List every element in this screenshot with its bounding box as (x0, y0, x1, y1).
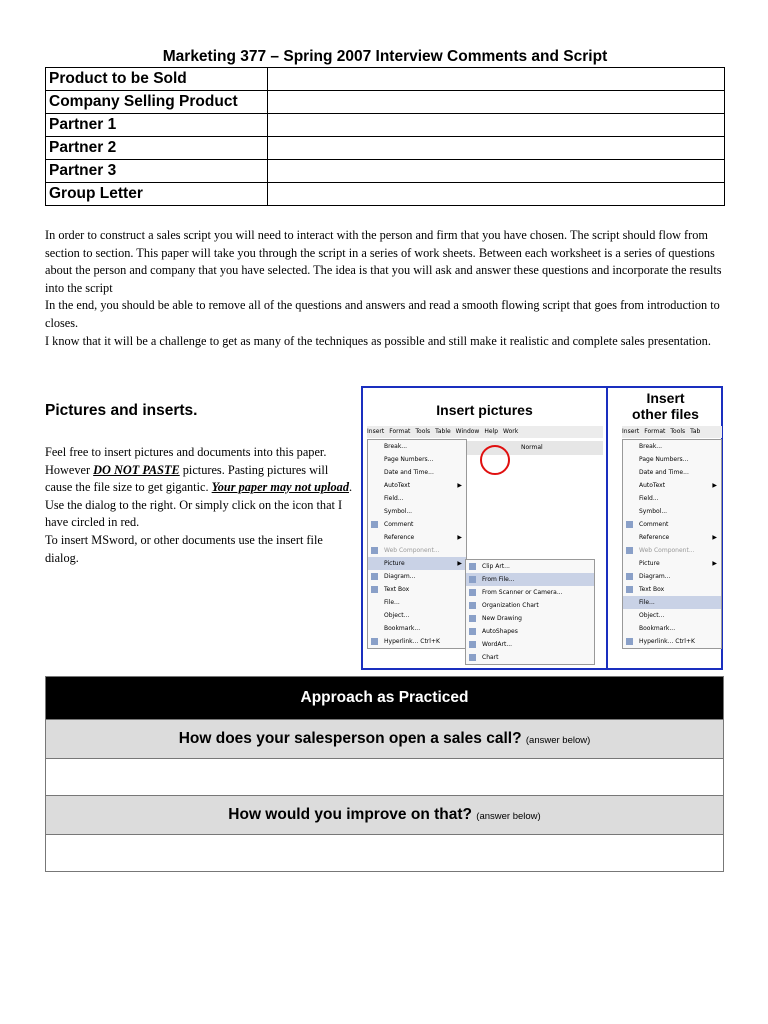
question-row (46, 796, 724, 835)
submenu-item-from-file[interactable]: From File... (466, 573, 594, 586)
textbox-icon (371, 586, 378, 593)
menu-work[interactable]: Work (503, 428, 519, 435)
question-1 (46, 720, 724, 759)
pictures-heading: Pictures and inserts. (45, 402, 198, 419)
question-note: (answer below) (525, 735, 591, 746)
menu-item[interactable]: Hyperlink... Ctrl+K (623, 635, 721, 648)
menu-item[interactable]: Bookmark... (639, 625, 676, 632)
row-label: Partner 2 (46, 137, 268, 160)
web-component-icon (626, 547, 633, 554)
intro-paragraph: In order to construct a sales script you will need to interact with the person and firm that you have chosen. The script should flow from section to section. This paper will take you through the script in a series of work sheets. Between each worksheet is a series of questions about the person and company that you have selected. The idea is that you will ask and answer these questions and incorporate the results into the script (45, 228, 722, 295)
question-text: How does your salesperson open a sales call? (178, 730, 522, 747)
question-note: (answer below) (476, 811, 541, 822)
new-drawing-icon (469, 615, 476, 622)
text-span: pictures. Pasting pictures will cause the file size to get gigantic. (45, 462, 329, 495)
text-span: To insert MSword, or other documents use the insert file dialog. (45, 532, 323, 565)
title-line: other files (632, 406, 699, 422)
row-value[interactable] (268, 114, 725, 137)
picture-submenu (465, 559, 595, 665)
menu-item[interactable]: Reference ▶ (639, 534, 717, 541)
insert-picture-icon-circle (480, 445, 510, 475)
menu-item[interactable]: Page Numbers... (639, 456, 689, 463)
menu-item[interactable]: Object... (384, 612, 410, 619)
menu-item[interactable]: Reference ▶ (384, 534, 462, 541)
intro-paragraph: I know that it will be a challenge to get as many of the techniques as possible and still make it realistic and complete sales presentation. (45, 333, 711, 348)
menu-help[interactable]: Help (484, 428, 499, 435)
menu-item[interactable]: Diagram... (368, 570, 466, 583)
row-label: Partner 3 (46, 160, 268, 183)
submenu-item[interactable]: Organization Chart (466, 599, 594, 612)
menu-item[interactable]: Hyperlink... Ctrl+K (368, 635, 466, 648)
row-label: Company Selling Product (46, 91, 268, 114)
menu-item[interactable]: Field... (639, 495, 659, 502)
menu-item[interactable]: Page Numbers... (384, 456, 434, 463)
emphasis-may-not-upload: Your paper may not upload (211, 480, 349, 495)
menu-item[interactable]: Field... (384, 495, 404, 502)
insert-pictures-title: Insert pictures (436, 402, 533, 418)
menu-item-file[interactable]: File... (623, 596, 721, 609)
menu-item[interactable]: Date and Time... (384, 469, 434, 476)
insert-menu-left (367, 439, 467, 649)
menu-item[interactable]: Picture ▶ (639, 560, 717, 567)
menu-format[interactable]: Format (644, 428, 666, 435)
autoshapes-icon (469, 628, 476, 635)
table-row (46, 68, 725, 91)
table-row (46, 183, 725, 206)
intro-text (45, 227, 730, 350)
menu-insert[interactable]: Insert (622, 428, 640, 435)
answer-row (46, 759, 724, 796)
hyperlink-icon (371, 638, 378, 645)
menu-item[interactable]: Object... (639, 612, 665, 619)
menu-insert[interactable]: Insert (367, 428, 385, 435)
table-row (46, 114, 725, 137)
scanner-icon (469, 589, 476, 596)
wordart-icon (469, 641, 476, 648)
answer-row (46, 835, 724, 872)
document-title: Marketing 377 – Spring 2007 Interview Comments and Script (162, 48, 608, 65)
table-row (46, 160, 725, 183)
table-row (46, 91, 725, 114)
menu-window[interactable]: Window (455, 428, 480, 435)
menu-item[interactable]: Comment (368, 518, 466, 531)
menu-table[interactable]: Tab (690, 428, 701, 435)
answer-1-field[interactable] (46, 759, 724, 796)
approach-header: Approach as Practiced (46, 677, 724, 720)
row-value[interactable] (268, 91, 725, 114)
menubar-left (367, 426, 603, 438)
from-file-icon (469, 576, 476, 583)
menu-item[interactable]: AutoText ▶ (639, 482, 717, 489)
comment-icon (626, 521, 633, 528)
question-text: How would you improve on that? (228, 806, 472, 823)
menu-item[interactable]: Date and Time... (639, 469, 689, 476)
row-value[interactable] (268, 183, 725, 206)
menu-item[interactable]: Symbol... (384, 508, 413, 515)
title-line: Insert (646, 390, 685, 406)
menu-item[interactable]: Comment (623, 518, 721, 531)
row-value[interactable] (268, 160, 725, 183)
diagram-icon (626, 573, 633, 580)
table-row (46, 137, 725, 160)
row-label: Product to be Sold (46, 68, 268, 91)
org-chart-icon (469, 602, 476, 609)
style-box[interactable]: Normal (521, 444, 543, 451)
submenu-item[interactable]: AutoShapes (466, 625, 594, 638)
menu-item[interactable]: Symbol... (639, 508, 668, 515)
menu-item[interactable]: Text Box (623, 583, 721, 596)
text-span: Feel free to insert pictures and documents into this paper. However (45, 445, 327, 477)
menu-tools[interactable]: Tools (670, 428, 686, 435)
submenu-item[interactable]: From Scanner or Camera... (466, 586, 594, 599)
menu-item[interactable]: Break... (639, 443, 663, 450)
menu-item[interactable]: Bookmark... (384, 625, 421, 632)
menu-table[interactable]: Table (435, 428, 451, 435)
menu-item[interactable]: AutoText ▶ (384, 482, 462, 489)
submenu-item[interactable]: Clip Art... (466, 560, 594, 573)
insert-menu-screenshot (361, 386, 723, 670)
text-span: . Use the dialog to the right. Or simply click on the icon that I have circled in red. (45, 480, 353, 530)
question-2 (46, 796, 724, 835)
menu-item[interactable]: File... (384, 599, 400, 606)
hyperlink-icon (626, 638, 633, 645)
clip-art-icon (469, 563, 476, 570)
chart-icon (469, 654, 476, 661)
question-row (46, 720, 724, 759)
menu-item[interactable]: Web Component... (623, 544, 721, 557)
submenu-item[interactable]: New Drawing (466, 612, 594, 625)
menu-item[interactable]: Web Component... (368, 544, 466, 557)
web-component-icon (371, 547, 378, 554)
menu-item[interactable]: Text Box (368, 583, 466, 596)
menu-format[interactable]: Format (389, 428, 411, 435)
panel-divider (606, 388, 608, 668)
diagram-icon (371, 573, 378, 580)
pictures-text (45, 444, 353, 567)
row-value[interactable] (268, 68, 725, 91)
approach-header-row (46, 677, 724, 720)
menubar-right (622, 426, 722, 438)
textbox-icon (626, 586, 633, 593)
menu-item[interactable]: Break... (384, 443, 408, 450)
insert-files-title (608, 390, 723, 422)
menu-tools[interactable]: Tools (415, 428, 431, 435)
menu-item-picture[interactable]: Picture ▶ (368, 557, 466, 570)
row-label: Partner 1 (46, 114, 268, 137)
intro-paragraph: In the end, you should be able to remove all of the questions and answers and read a smooth flowing script that goes from introduction to closes. (45, 298, 720, 330)
answer-2-field[interactable] (46, 835, 724, 872)
row-value[interactable] (268, 137, 725, 160)
menu-item[interactable]: Diagram... (623, 570, 721, 583)
approach-table (45, 676, 724, 872)
submenu-item[interactable]: Chart (466, 651, 594, 664)
comment-icon (371, 521, 378, 528)
submenu-item[interactable]: WordArt... (466, 638, 594, 651)
info-table (45, 67, 725, 206)
emphasis-do-not-paste: DO NOT PASTE (93, 462, 180, 477)
insert-menu-right (622, 439, 722, 649)
row-label: Group Letter (46, 183, 268, 206)
